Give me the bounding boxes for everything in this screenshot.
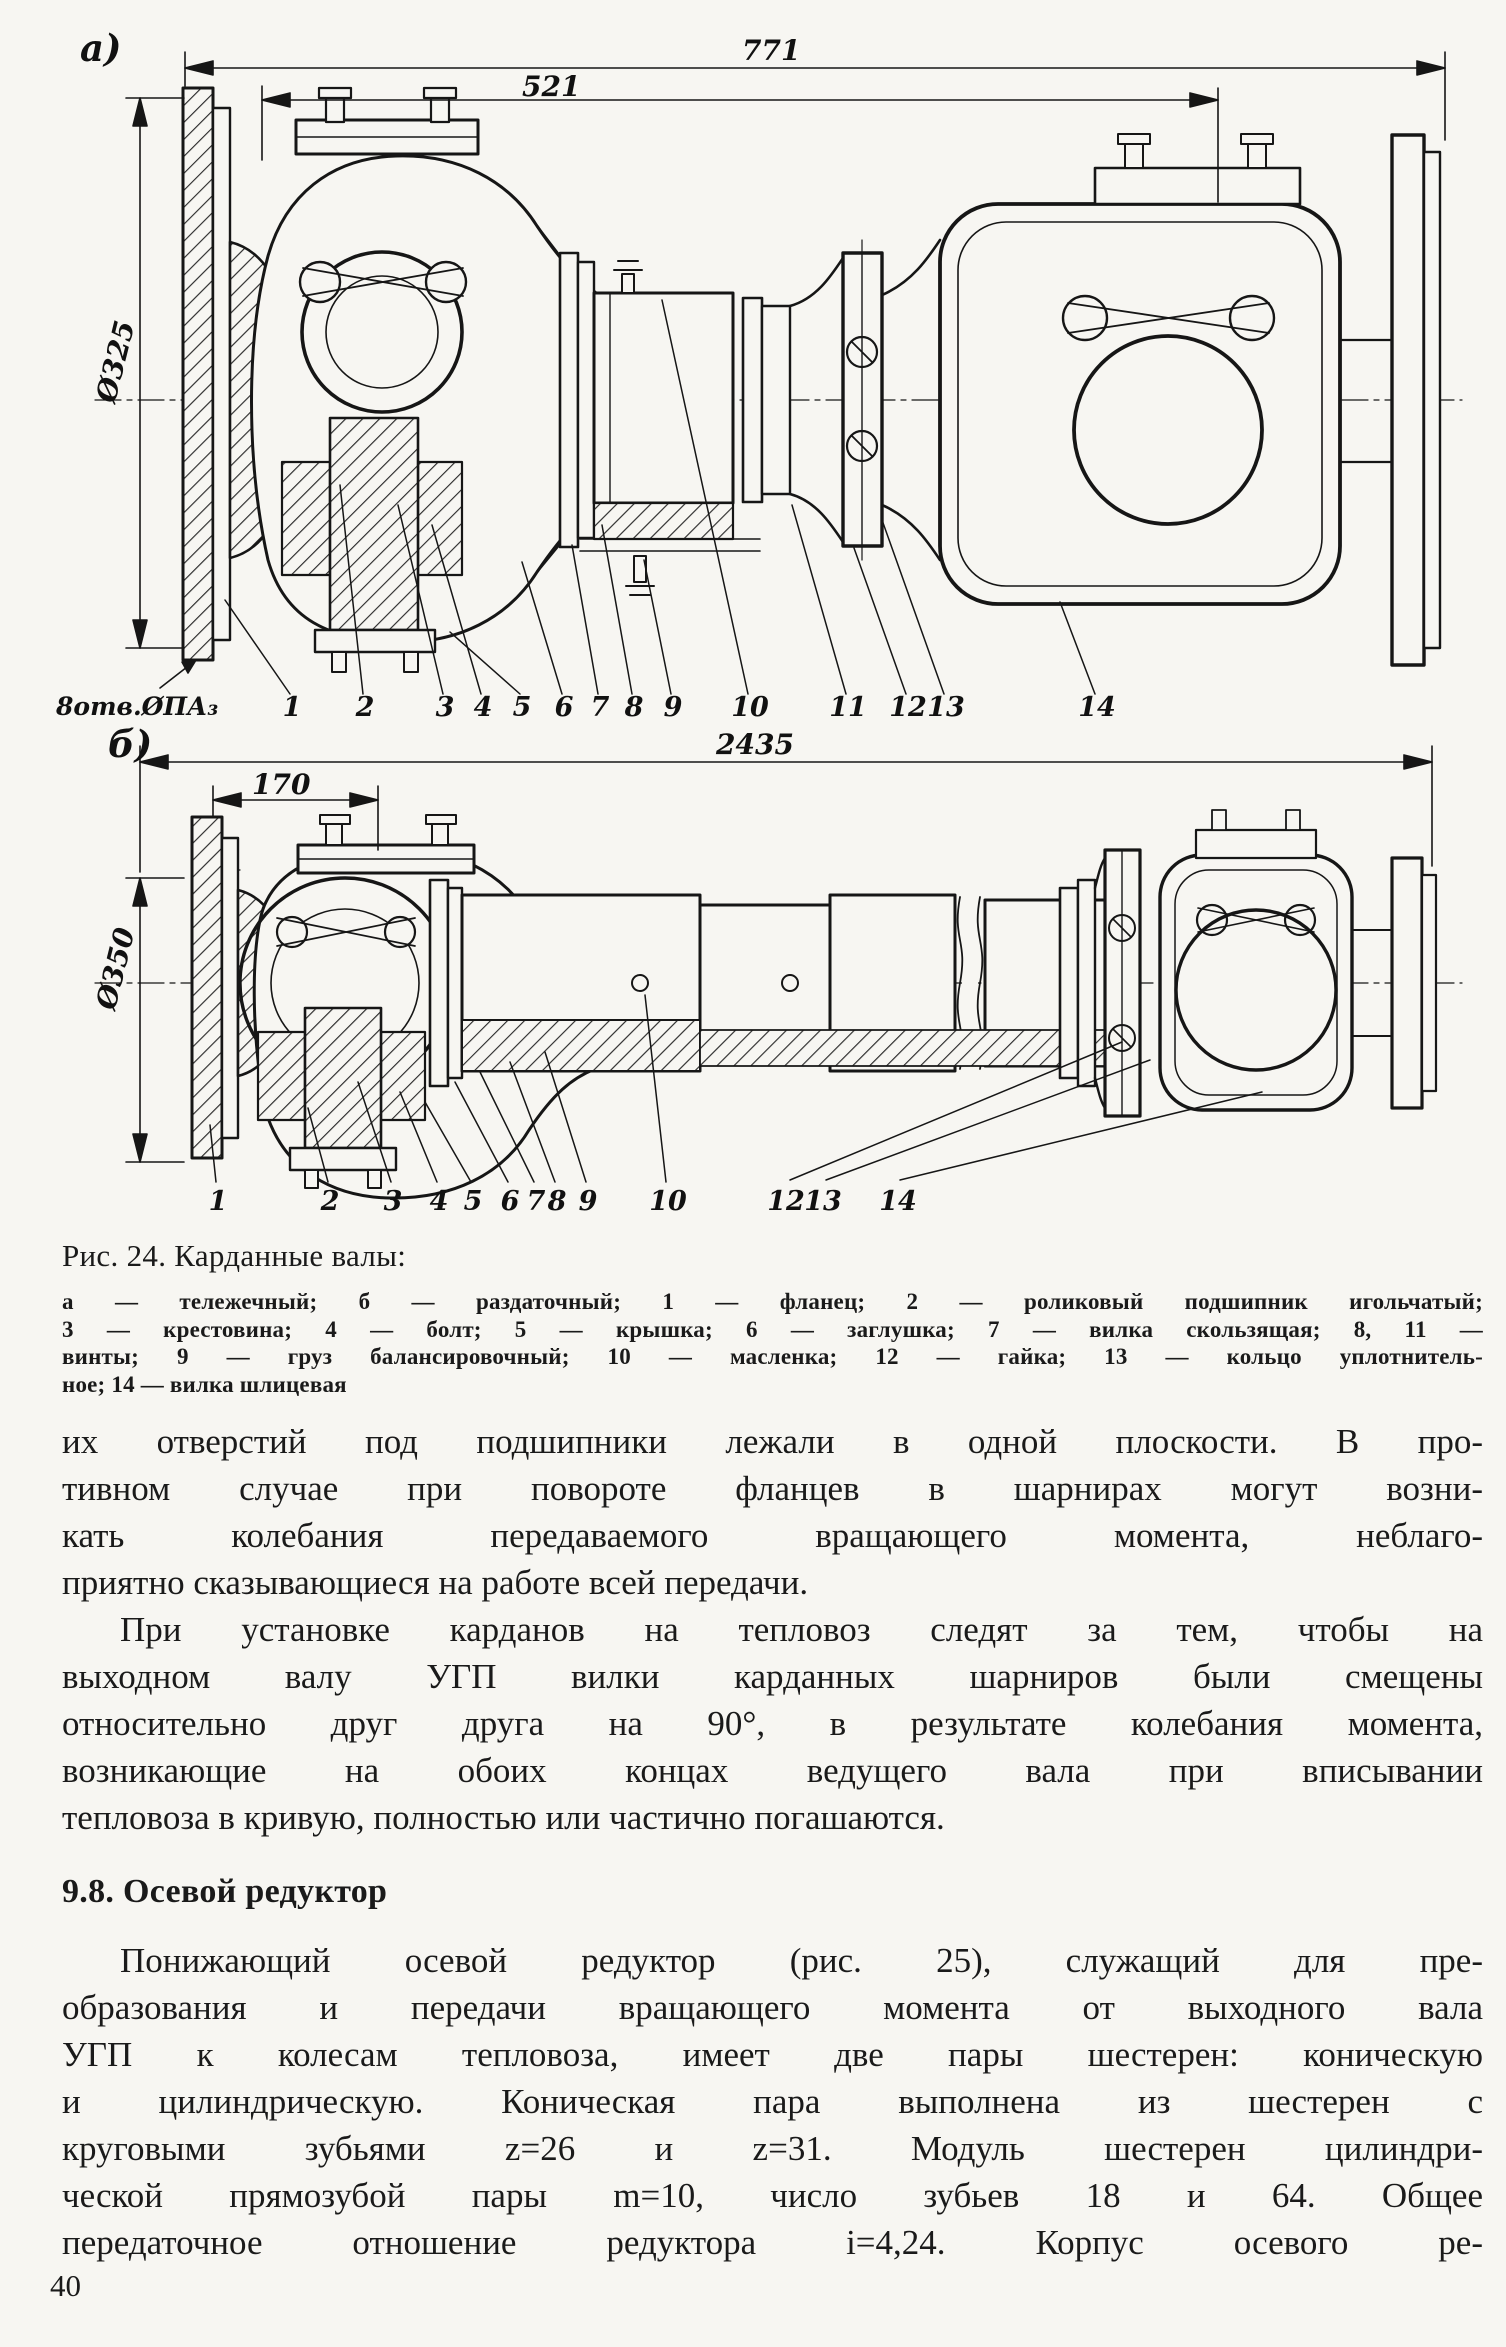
caption-line: ное; 14 — вилка шлицевая bbox=[62, 1371, 347, 1397]
dim-170-label: 170 bbox=[252, 768, 311, 801]
body-line: и цилиндрическую. Коническая пара выполнена из шестерен с bbox=[62, 2082, 1483, 2121]
body-line: кать колебания передаваемого вращающего момента, неблаго- bbox=[62, 1516, 1483, 1555]
right-yoke-b bbox=[1160, 810, 1436, 1110]
body-line: их отверстий под подшипники лежали в одной плоскости. В про- bbox=[62, 1422, 1483, 1461]
page-number: 40 bbox=[50, 2268, 81, 2303]
view-a-label: а) bbox=[80, 26, 122, 70]
part-number: 4 bbox=[473, 692, 493, 723]
body-line: передаточное отношение редуктора i=4,24. Корпус осевого ре- bbox=[62, 2223, 1483, 2262]
part-number: 11 bbox=[829, 692, 867, 723]
drawing-a bbox=[95, 52, 1462, 694]
holes-note-label: 8отв.ØПА₃ bbox=[56, 692, 219, 721]
part-number: 3 bbox=[383, 1186, 403, 1217]
part-number: 6 bbox=[500, 1186, 520, 1217]
part-number: 7 bbox=[526, 1186, 546, 1217]
section-heading: 9.8. Осевой редуктор bbox=[62, 1873, 388, 1910]
part-number: 12 bbox=[767, 1186, 805, 1217]
part-number: 8 bbox=[624, 692, 644, 723]
part-number: 5 bbox=[463, 1186, 483, 1217]
cap-bolts-a bbox=[319, 88, 456, 122]
part-number: 2 bbox=[320, 1186, 340, 1217]
shaft-tube-a bbox=[537, 226, 882, 595]
view-b-label: б) bbox=[108, 722, 153, 766]
body-line: приятно сказывающиеся на работе всей передачи. bbox=[62, 1563, 809, 1602]
body-line: образования и передачи вращающего момента от выходного вала bbox=[62, 1988, 1483, 2027]
part-number: 3 bbox=[435, 692, 455, 723]
body-line: ческой прямозубой пары m=10, число зубьев 18 и 64. Общее bbox=[62, 2176, 1483, 2215]
part-number: 14 bbox=[1078, 692, 1116, 723]
body-line: возникающие на обоих концах ведущего вала при вписывании bbox=[62, 1751, 1483, 1790]
body-line: тепловоза в кривую, полностью или частично погашаются. bbox=[62, 1798, 945, 1837]
caption-line: винты; 9 — груз балансировочный; 10 — масленка; 12 — гайка; 13 — кольцо уплотнитель- bbox=[62, 1344, 1483, 1369]
part-number: 4 bbox=[429, 1186, 449, 1217]
caption-line: 3 — крестовина; 4 — болт; 5 — крышка; 6 — заглушка; 7 — вилка скользящая; 8, 11 — bbox=[62, 1316, 1483, 1342]
part-number: 7 bbox=[590, 692, 610, 723]
caption-line: а — тележечный; б — раздаточный; 1 — фланец; 2 — роликовый подшипник игольчатый; bbox=[62, 1289, 1483, 1314]
dim-771-label: 771 bbox=[742, 34, 801, 67]
part-number: 10 bbox=[731, 692, 769, 723]
part-number: 5 bbox=[512, 692, 532, 723]
dim-dia-350-label: Ø350 bbox=[89, 924, 142, 1013]
body-line: Понижающий осевой редуктор (рис. 25), служащий для пре- bbox=[120, 1941, 1483, 1980]
body-text bbox=[62, 1418, 1483, 2266]
dim-521-label: 521 bbox=[522, 70, 581, 103]
part-number: 6 bbox=[554, 692, 574, 723]
part-number: 9 bbox=[578, 1186, 598, 1217]
paragraph bbox=[62, 1937, 1483, 2266]
body-line: относительно друг друга на 90°, в результате колебания момента, bbox=[62, 1704, 1483, 1743]
part-number: 14 bbox=[879, 1186, 917, 1217]
part-number: 2 bbox=[355, 692, 375, 723]
part-number: 13 bbox=[804, 1186, 842, 1217]
paragraph bbox=[62, 1418, 1483, 1606]
part-number: 1 bbox=[208, 1186, 228, 1217]
body-line: выходном валу УГП вилки карданных шарниров были смещены bbox=[62, 1657, 1483, 1696]
part-number: 1 bbox=[282, 692, 302, 723]
part-number: 13 bbox=[927, 692, 965, 723]
body-line: тивном случае при повороте фланцев в шарнирах могут возни- bbox=[62, 1469, 1483, 1508]
dim-dia-325-label: Ø325 bbox=[89, 317, 142, 406]
drawing-b bbox=[95, 746, 1462, 1198]
part-number: 10 bbox=[649, 1186, 687, 1217]
body-line: круговыми зубьями z=26 и z=31. Модуль шестерен цилиндри- bbox=[62, 2129, 1483, 2168]
figure-caption-legend bbox=[62, 1288, 1483, 1398]
part-number: 12 bbox=[889, 692, 927, 723]
figure-caption-title: Рис. 24. Карданные валы: bbox=[62, 1238, 407, 1273]
body-line: При установке карданов на тепловоз следят за тем, чтобы на bbox=[120, 1610, 1483, 1649]
body-line: УГП к колесам тепловоза, имеет две пары шестерен: коническую bbox=[62, 2035, 1483, 2074]
cap-bolts-b bbox=[320, 815, 456, 845]
paragraph bbox=[62, 1606, 1483, 1841]
dim-2435-label: 2435 bbox=[716, 728, 794, 761]
part-number: 9 bbox=[663, 692, 683, 723]
part-number: 8 bbox=[547, 1186, 567, 1217]
